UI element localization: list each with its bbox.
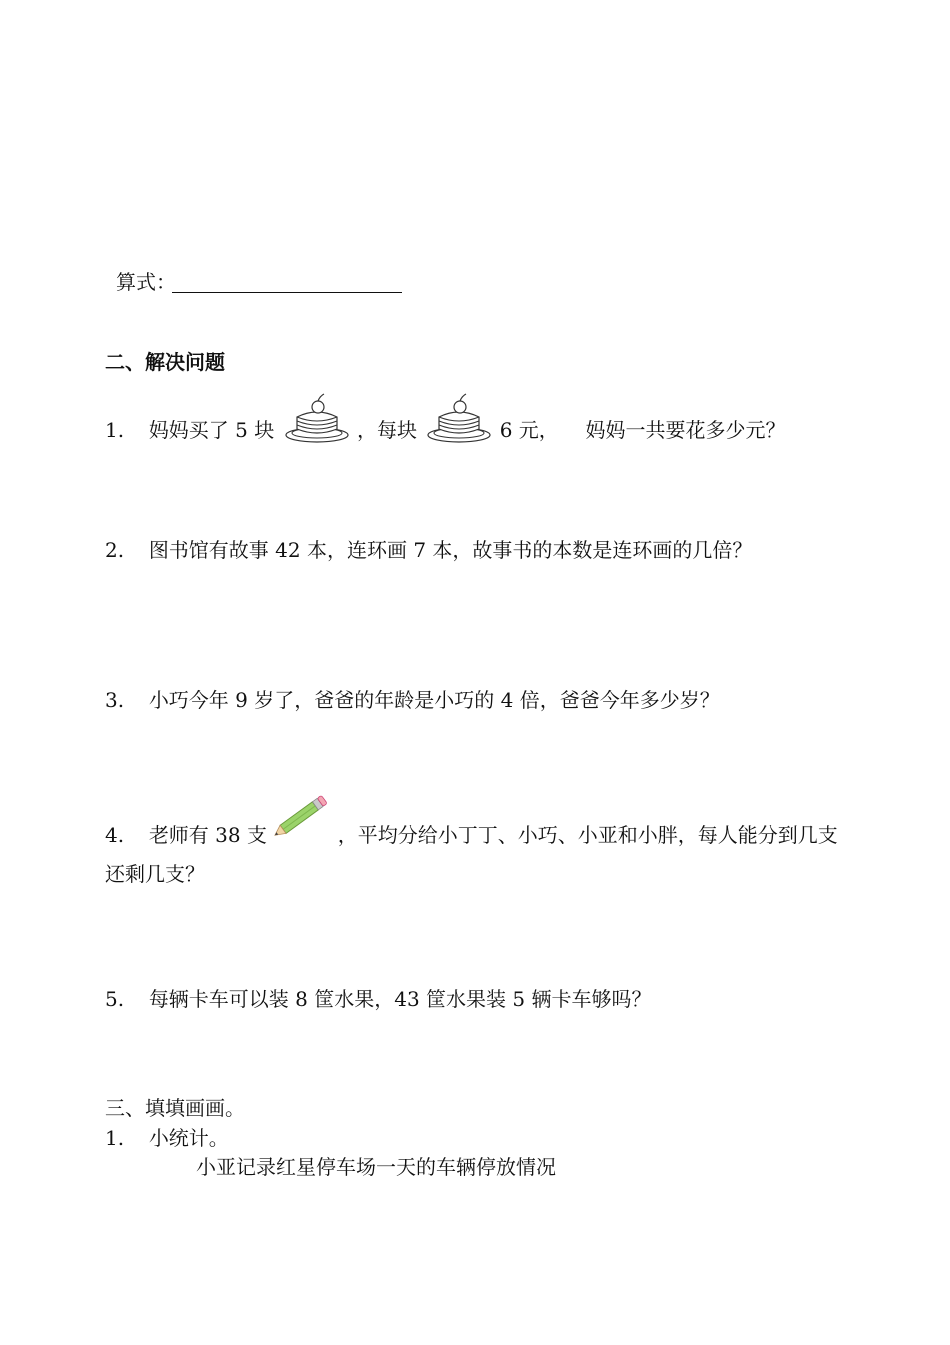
section-3-title: 三、填填画画。 [105,1096,245,1120]
question-5 [105,987,652,1011]
question-1-text-d: 妈妈一共要花多少元？ [585,418,786,442]
question-4-text-a: 老师有 38 支 [148,823,267,847]
question-1-text-a: 妈妈买了 5 块 [148,418,275,442]
question-2-number: 2. [105,538,125,562]
section-3-item-1-number: 1. [105,1126,125,1150]
question-5-number: 5. [105,987,125,1011]
question-1 [105,413,786,450]
formula-label: 算式： [116,270,176,294]
cake-icon [285,393,349,450]
question-4-number: 4. [105,823,125,847]
formula-answer-line[interactable] [172,292,402,293]
cake-icon-2 [427,393,491,450]
question-3-number: 3. [105,688,125,712]
question-5-text: 每辆卡车可以装 8 筐水果，43 筐水果装 5 辆卡车够吗？ [148,987,652,1011]
question-1-text-b: ，每块 [356,418,417,442]
question-4 [105,823,838,847]
question-3 [105,688,720,712]
question-4-text-b: ，平均分给小丁丁、小巧、小亚和小胖，每人能分到几支 [337,823,838,847]
section-2-title: 二、解决问题 [105,350,225,374]
pencil-icon [269,792,331,847]
question-4-line-2: 还剩几支？ [105,862,205,886]
question-1-number: 1. [105,418,125,442]
statistics-caption: 小亚记录红星停车场一天的车辆停放情况 [196,1155,556,1179]
question-2-text: 图书馆有故事 42 本，连环画 7 本，故事书的本数是连环画的几倍？ [148,538,753,562]
question-3-text: 小巧今年 9 岁了，爸爸的年龄是小巧的 4 倍，爸爸今年多少岁？ [148,688,720,712]
question-2 [105,538,752,562]
question-1-text-c: 6 元， [499,418,559,442]
section-3-item-1-label: 小统计。 [148,1126,229,1150]
section-3-item-1 [105,1126,229,1150]
